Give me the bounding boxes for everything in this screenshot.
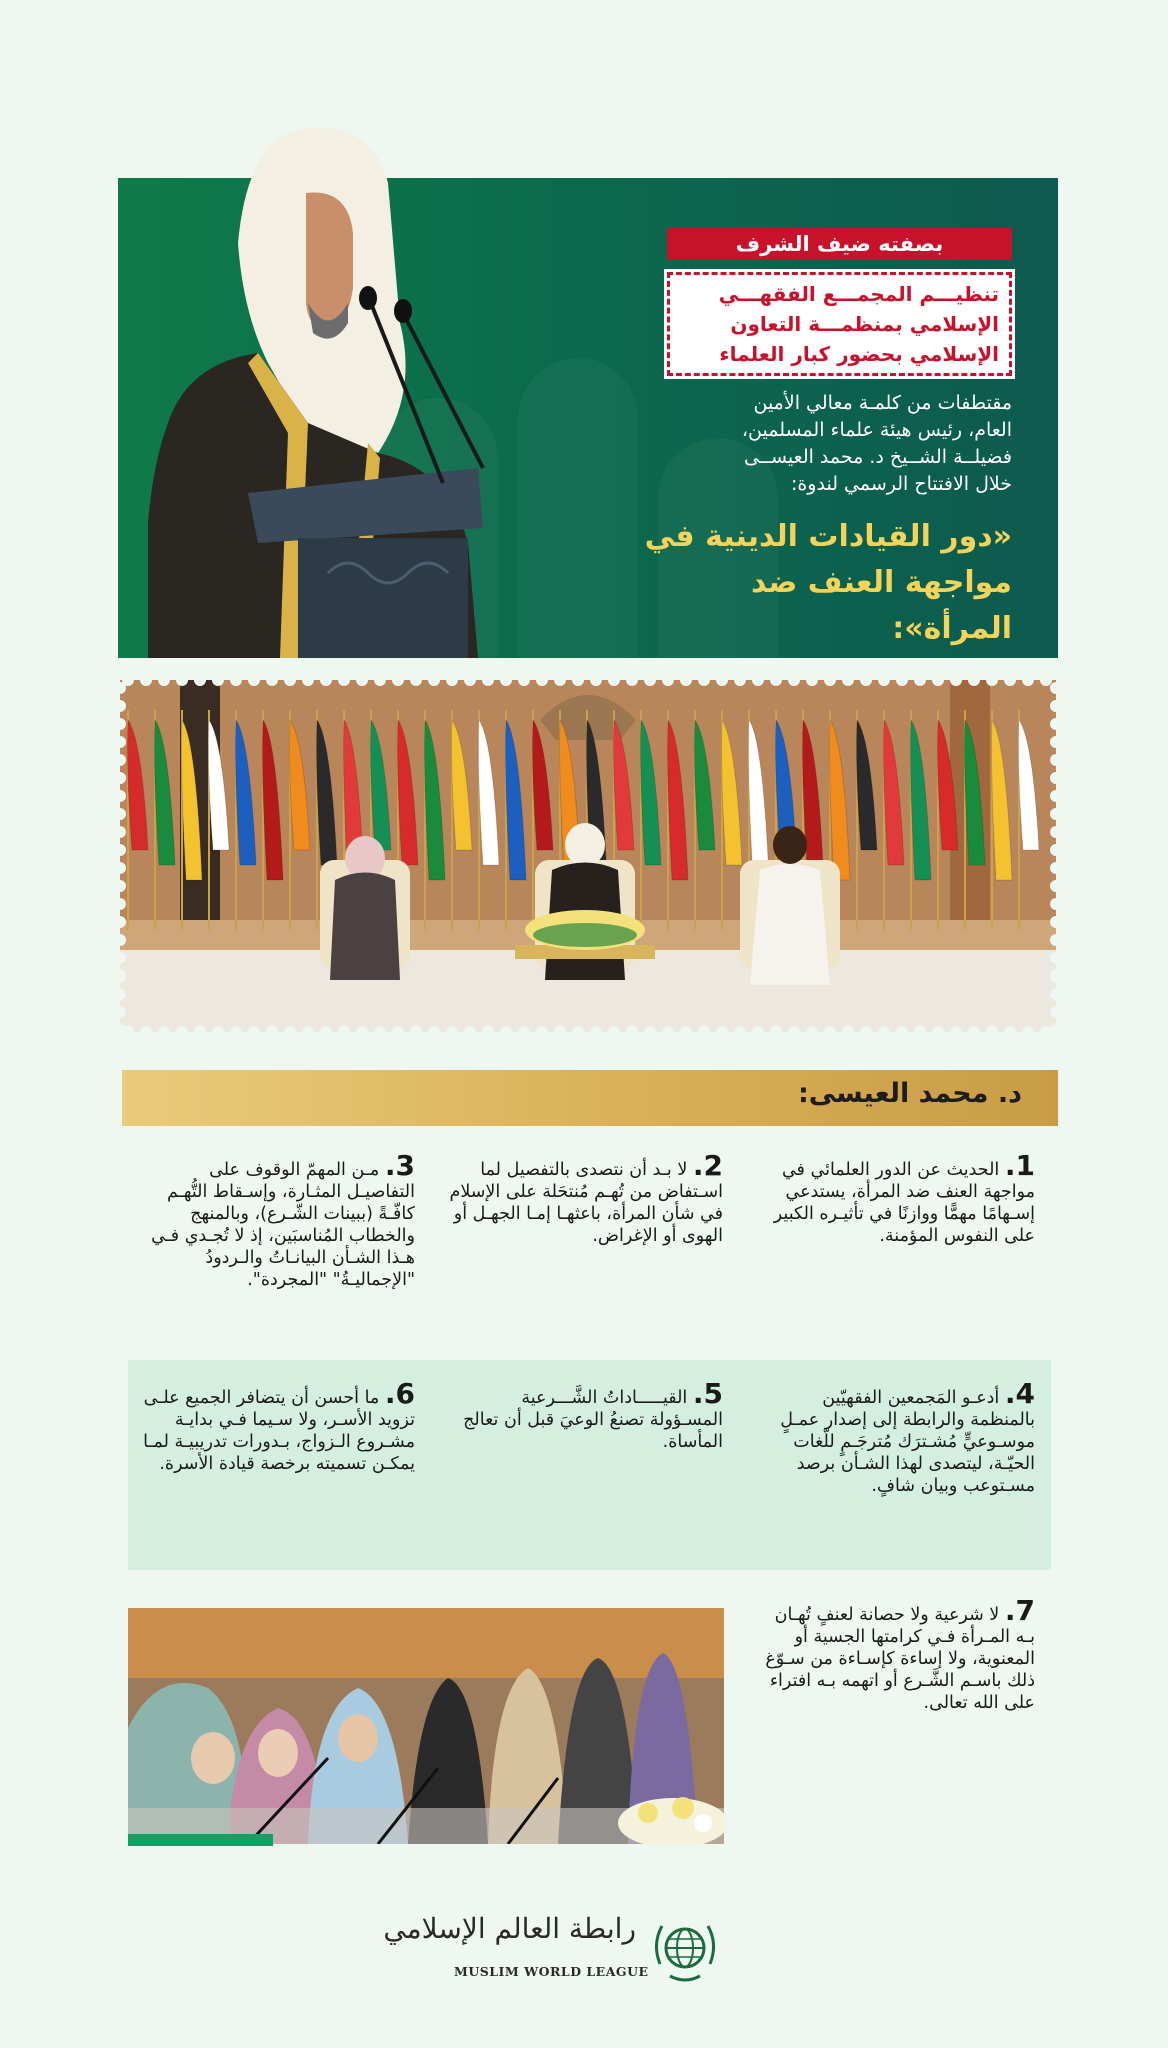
- point-number: 3.: [384, 1149, 415, 1182]
- women-audience-photo: [128, 1608, 724, 1844]
- logo-english-text: MUSLIM WORLD LEAGUE: [454, 1964, 649, 1979]
- event-title-line-2: مواجهة العنف ضد المرأة»:: [751, 565, 1012, 646]
- point-text: لا شرعية ولا حصانة لعنفٍ تُهـان بـه المـرأة فـي كرامتها الجسية أو المعنوية، ولا إساءة كإسـاءة من سـوّغ ذلك باسـم الشَّـرع أو اتهمه بـه افتراء على الله تعالى.: [765, 1605, 1035, 1713]
- point-6: [140, 1377, 415, 1475]
- intro-line-3: فضيلــة الشــيخ د. محمد العيســى: [744, 446, 1012, 468]
- point-number: 6.: [384, 1377, 415, 1410]
- point-text: أدعـو المَجمعين الفقهيّين بالمنظمة والرابطة إلى إصدار عمـلٍ موسـوعيٍّ مُشـترَك مُترجَـمٍ للّغات الحيّـة، ليتصدى لهذا الشـأن برصد مسـتوعب وبيان شافٍ.: [780, 1388, 1035, 1496]
- logo-arabic-text: رابطة العالم الإسلامي: [383, 1912, 636, 1945]
- speaker-section-header: [122, 1070, 1058, 1126]
- hero-banner: [118, 178, 1058, 658]
- point-number: 5.: [692, 1377, 723, 1410]
- intro-line-4: خلال الافتتاح الرسمي لندوة:: [790, 473, 1012, 495]
- point-text: مـن المهمّ الوقوف على التفاصيـل المثـارة، وإسـقاط التُّهـم كافّـةً (ببينات الشّـرع)، وبالمنهج والخطاب المُناسبَين، إذ لا تُجـدي فـي هـذا الشـأن البيانـاتُ والـردودُ "الإجماليـةُ" "المجردة".: [151, 1160, 415, 1290]
- photo-accent-strip: [128, 1834, 273, 1846]
- point-text: الحديث عن الدور العلمائي في مواجهة العنف ضد المرأة، يستدعي إسـهامًا مهمًّا ووازنًا في تأثيـره الكبير على النفوس المؤمنة.: [773, 1160, 1035, 1246]
- intro-line-1: مقتطفات من كلمـة معالي الأمين: [753, 392, 1012, 414]
- intro-line-2: العام، رئيس هيئة علماء المسلمين،: [741, 419, 1012, 441]
- point-2: [448, 1149, 723, 1247]
- globe-emblem-icon: [650, 1914, 720, 1986]
- event-title: [632, 514, 1012, 652]
- muslim-world-league-logo: [383, 1912, 722, 1992]
- point-number: 2.: [692, 1149, 723, 1182]
- point-number: 7.: [1004, 1594, 1035, 1627]
- point-number: 4.: [1004, 1377, 1035, 1410]
- speaker-photo: [148, 123, 488, 658]
- section-title: د. محمد العيسى:: [797, 1078, 1022, 1109]
- point-1: [760, 1149, 1035, 1247]
- headline-box: [667, 272, 1012, 376]
- point-4: [760, 1377, 1035, 1497]
- conference-stage-photo: [120, 680, 1056, 1032]
- point-5: [448, 1377, 723, 1453]
- point-text: ما أحسن أن يتضافر الجميع علـى تزويد الأسـر، ولا سـيما فـي بدايـة مشـروع الـزواج، بـدورات تدريبيـة لمـا يمكـن تسميته برخصة قيادة الأسرة.: [143, 1388, 415, 1474]
- point-text: القيـــــاداتُ الشَّـــرعية المسـؤولة تصنعُ الوعيَ قبل أن تعالج المأساة.: [463, 1388, 723, 1452]
- event-title-line-1: «دور القيادات الدينية في: [644, 519, 1012, 554]
- point-text: لا بـد أن نتصدى بالتفصيل لما اسـتفاض من تُهـم مُنتحَلة على الإسلام في شأن المرأة، باعثهـا إمـا الجهـل أو الهوى أو الإغراض.: [449, 1160, 723, 1246]
- point-number: 1.: [1004, 1149, 1035, 1182]
- headline-line-1: تنظيـــم المجمـــع الفقهـــي: [718, 282, 999, 306]
- headline-line-3: الإسلامي بحضور كبار العلماء: [719, 342, 999, 366]
- point-3: [140, 1149, 415, 1291]
- guest-of-honor-badge: بصفته ضيف الشرف: [667, 228, 1012, 260]
- hero-intro-text: [667, 390, 1012, 498]
- headline-line-2: الإسلامي بمنظمـــة التعاون: [730, 312, 999, 336]
- point-7: [760, 1594, 1035, 1714]
